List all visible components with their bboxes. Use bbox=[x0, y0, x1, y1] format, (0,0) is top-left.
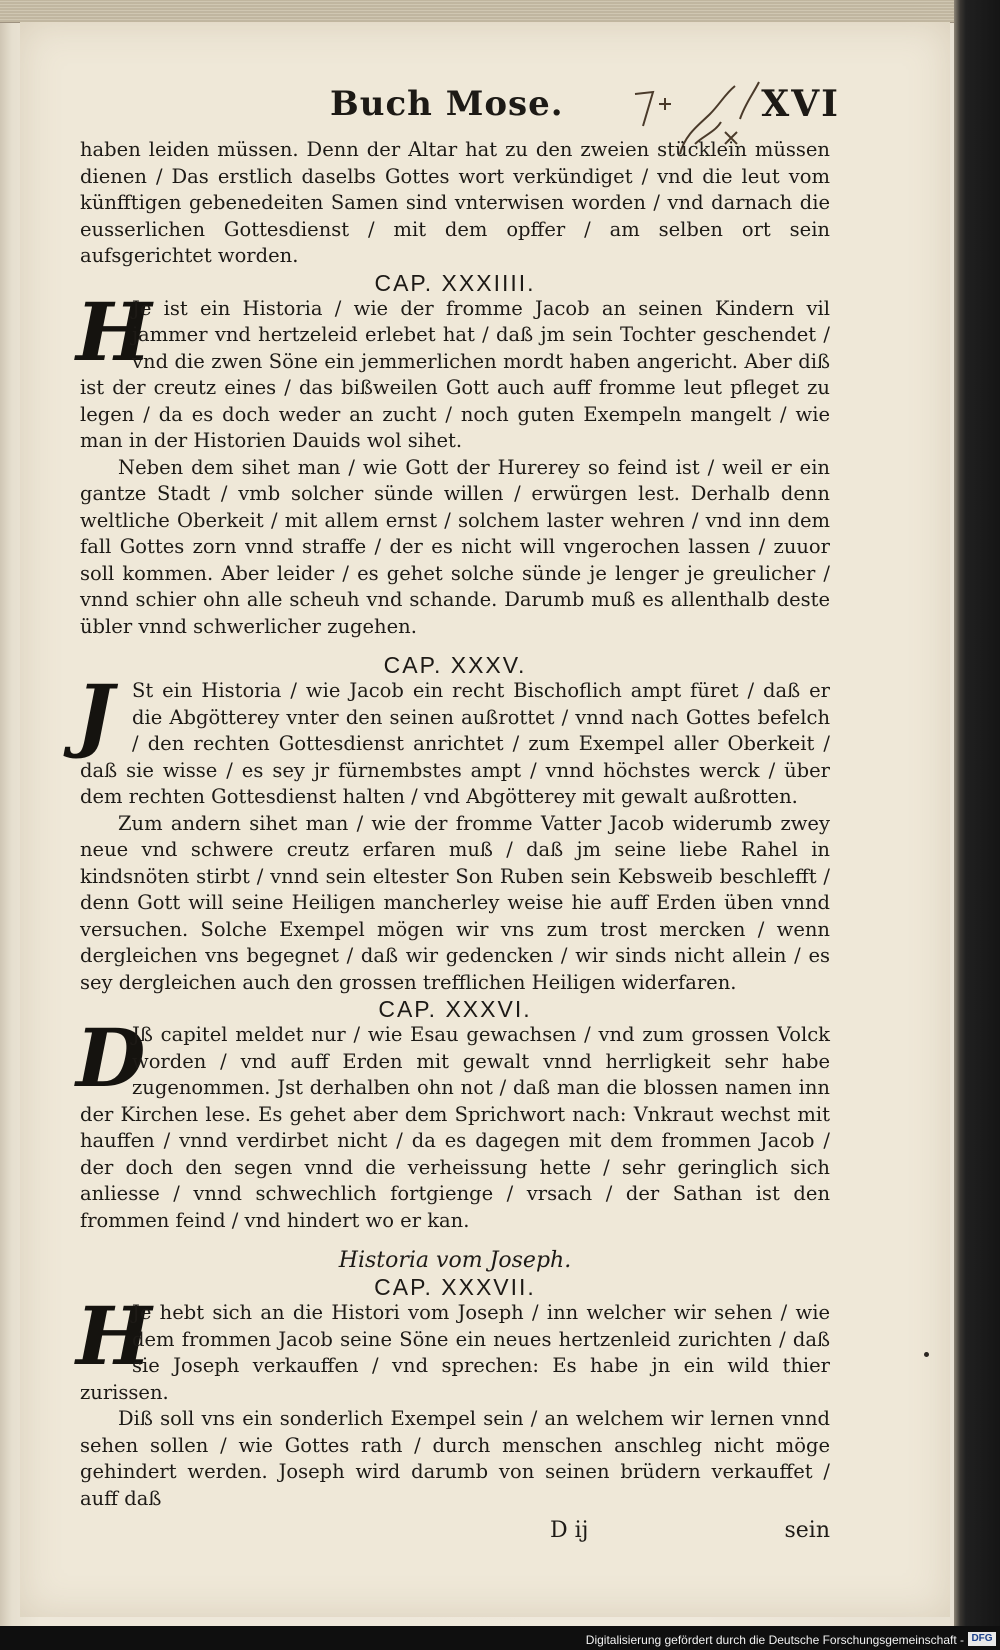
book-spine-edge bbox=[954, 0, 1000, 1650]
chapter-36-opening bbox=[76, 1011, 830, 1234]
chapter-heading-37: CAP. XXXVII. bbox=[374, 1274, 536, 1300]
chapter-37-opening bbox=[76, 1289, 830, 1406]
credit-text: Digitalisierung gefördert durch die Deutsche Forschungsgemeinschaft - bbox=[585, 1633, 964, 1647]
running-title: Buch Mose. bbox=[330, 84, 564, 124]
decorated-initial: H bbox=[76, 1289, 152, 1383]
credit-bar bbox=[0, 1626, 1000, 1650]
chapter-35-opening bbox=[76, 667, 830, 811]
page-edges-top bbox=[0, 0, 960, 23]
folio-number: XVI bbox=[761, 83, 840, 125]
decorated-initial: J bbox=[76, 667, 114, 761]
chapter-36-paragraph-1: Jß capitel meldet nur / wie Esau gewachsen / vnd zum grossen Volck worden / vnd auff Erden mit gewalt vnnd herrligkeit sehr habe zugenommen. Jst derhalben ohn not / daß man die blossen namen inn der Kirchen lese. Es gehet aber dem Sprichwort nach: Vnkraut wechst mit hauffen / vnnd verdirbet nicht / da es dagegen mit dem frommen Jacob / der doch den segen vnnd die verheissung hette / sehr geringlich sich anliesse / vnnd schwechlich fortgienge / vrsach / der Sathan ist den frommen feind / vnd hindert wo er kan. bbox=[80, 1023, 830, 1232]
chapter-34-paragraph-2: Neben dem sihet man / wie Gott der Hurerey so feind ist / weil er ein gantze Stadt / vmb solcher sünde willen / erwürgen lest. Derhalb denn weltliche Oberkeit / mit allem ernst / solchem laster wehren / vnd inn dem fall Gottes zorn vnnd straffe / der es nicht will vngerochen lassen / zuuor soll kommen. Aber leider / es gehet solche sünde je lenger je greulicher / vnnd schier ohn alle scheuh vnd schande. Darumb muß es allenthalb deste übler vnnd schwerlicher zugehen. bbox=[80, 455, 830, 638]
decorated-initial: D bbox=[76, 1011, 146, 1105]
chapter-34-paragraph-1: Je ist ein Historia / wie der fromme Jacob an seinen Kindern vil jammer vnd hertzeleid erlebet hat / daß jm sein Tochter geschendet / vnd die zwen Söne ein jemmerlichen mordt haben angericht. Aber diß ist der creutz eines / das bißweilen Gott auch auff fromme leut pfleget zu legen / da es doch weder an zucht / noch guten Exempeln mangelt / wie man in der Historien Dauids wol sihet. bbox=[80, 296, 830, 452]
chapter-37-paragraph-2: Diß soll vns ein sonderlich Exempel sein / an welchem wir lernen vnnd sehen sollen / wie Gottes rath / durch menschen anschleg nicht möge gehindert werden. Joseph wird darumb von seinen brüdern verkauffet / auff daß bbox=[80, 1407, 830, 1510]
text-block bbox=[76, 83, 840, 1552]
chapter-34-opening bbox=[76, 284, 830, 455]
signature-mark: D ij bbox=[550, 1518, 589, 1543]
chapter-heading-36: CAP. XXXVI. bbox=[378, 996, 532, 1022]
chapter-35-paragraph-1: St ein Historia / wie Jacob ein recht Bischoflich ampt füret / daß er die Abgötterey vnter den seinen außrottet / vnnd nach Gottes befelch / den rechten Gottesdienst anrichtet / zum Exempel aller Oberkeit / daß sie wisse / es sey jr fürnembstes ampt / vnnd höchstes werck / über dem rechten Gottesdienst halten / vnd Abgötterey mit gewalt außrotten. bbox=[80, 679, 830, 808]
chapter-37-paragraph-1: Je hebt sich an die Histori vom Joseph / inn welcher wir sehen / wie dem frommen Jacob seine Söne ein neues hertzenleid zurichten / daß sie Joseph verkauffen / vnd sprechen: Es habe jn ein wild thier zurissen. bbox=[80, 1301, 830, 1404]
chapter-35-paragraph-2: Zum andern sihet man / wie der fromme Vatter Jacob widerumb zwey neue vnd schwere creutz erfaren muß / daß jm seine liebe Rahel in kindsnöten stirbt / vnnd sein eltester Son Ruben sein Kebsweib beschlefft / denn Gott will seine Heiligen mancherley weise hie auff Erden üben vnnd versuchen. Solche Exempel mögen wir vns zum trost mercken / wenn dergleichen vns begegnet / daß wir gedencken / wir sinds nicht allein / es sey dergleichen auch den grossen trefflichen Heiligen widerfaren. bbox=[80, 811, 830, 994]
ink-speck bbox=[924, 1352, 929, 1357]
intro-paragraph: haben leiden müssen. Denn der Altar hat zu den zweien stücklein müssen dienen / Das erstlich daselbs Gottes wort verkündiget / vnd die leut vom künfftigen gebenedeiten Samen sind vnterwisen worden / vnd darnach die eusserlichen Gottesdienst / mit dem opffer / am selben ort sein aufsgerichtet worden. bbox=[80, 138, 830, 267]
page-header bbox=[80, 83, 840, 137]
catchword: sein bbox=[784, 1518, 830, 1543]
decorated-initial: H bbox=[76, 284, 152, 379]
chapter-heading-35: CAP. XXXV. bbox=[383, 652, 527, 678]
chapter-heading-34: CAP. XXXIIII. bbox=[374, 269, 536, 296]
section-subheading: Historia vom Joseph. bbox=[338, 1248, 572, 1273]
page-footer bbox=[80, 1512, 830, 1552]
book-page bbox=[20, 22, 950, 1617]
dfg-logo-icon: DFG bbox=[968, 1632, 996, 1646]
